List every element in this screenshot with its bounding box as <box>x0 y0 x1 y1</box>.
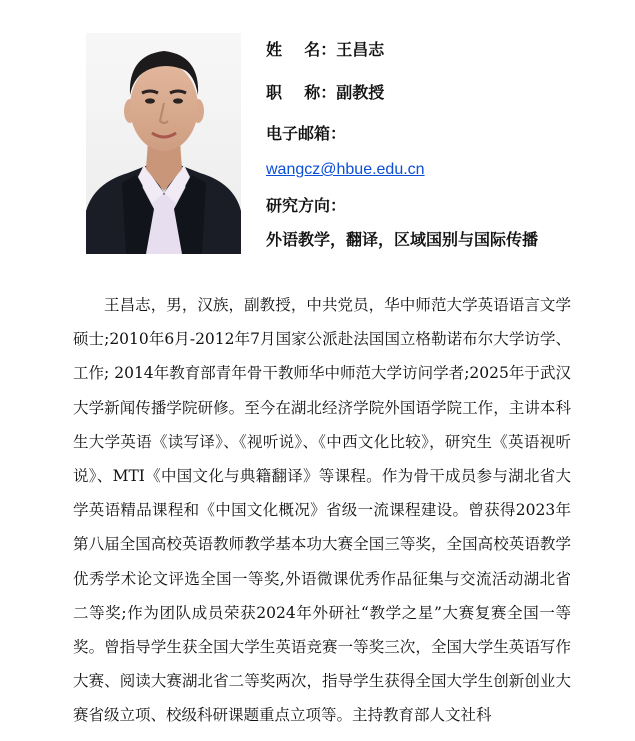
title-value: 副教授 <box>336 83 385 102</box>
research-label: 研究方向： <box>266 196 347 215</box>
email-label: 电子邮箱： <box>266 124 347 143</box>
biography-paragraph: 王昌志，男，汉族，副教授，中共党员，华中师范大学英语语言文学硕士;2010年6月-2012年7月国家公派赴法国国立格勒诺布尔大学访学、工作; 2014年教育部青年骨干教师华中师范大学访问学者;2025年于武汉大学新闻传播学院研修。至今在湖北经济学院外国语学院工作，主讲本科生大学英语《读写译》、《视听说》、《中西文化比较》，研究生《英语视听说》、MTI《中国文化与典籍翻译》等课程。作为骨干成员参与湖北省大学英语精品课程和《中国文化概况》省级一流课程建设。曾获得2023年第八届全国高校英语教师教学基本功大赛全国三等奖，全国高校英语教学优秀学术论文评选全国一等奖,外语微课优秀作品征集与交流活动湖北省二等奖;作为团队成员荣获2024年外研社“教学之星”大赛复赛全国一等奖。曾指导学生获全国大学生英语竞赛一等奖三次，全国大学生英语写作大赛、阅读大赛湖北省二等奖两次，指导学生获得全国大学生创新创业大赛省级立项、校级科研课题重点立项等。主持教育部人文社科 <box>73 296 571 725</box>
title-label: 职 称： <box>266 83 337 102</box>
name-value: 王昌志 <box>336 40 385 59</box>
email-link[interactable]: wangcz@hbue.edu.cn <box>266 161 425 178</box>
name-label: 姓 名： <box>266 40 337 59</box>
research-value: 外语教学，翻译，区域国别与国际传播 <box>266 230 539 249</box>
title-row <box>266 83 384 103</box>
portrait-photo <box>86 33 241 254</box>
name-row <box>266 40 384 60</box>
email-row <box>266 159 425 180</box>
